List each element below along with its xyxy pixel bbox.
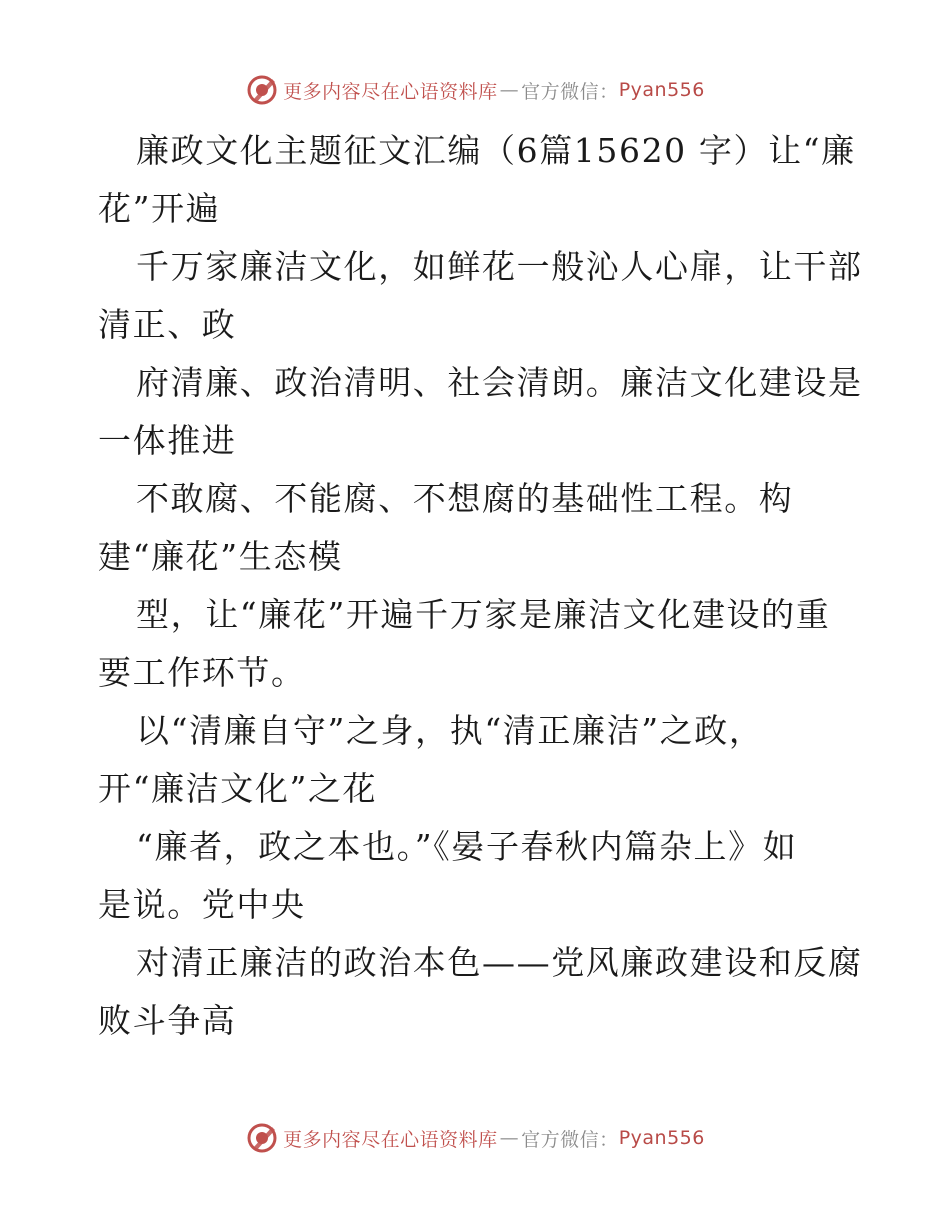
paragraph-line: 对清正廉洁的政治本色——党风廉政建设和反腐 bbox=[136, 943, 863, 982]
banner-account: Pyan556 bbox=[618, 1127, 705, 1149]
paragraph-line: 千万家廉洁文化，如鲜花一般沁人心扉，让干部 bbox=[136, 247, 863, 286]
footer-banner bbox=[0, 1118, 950, 1158]
banner-separator: — bbox=[499, 1127, 520, 1149]
paragraph bbox=[98, 818, 858, 934]
paragraph bbox=[98, 702, 858, 818]
banner-wechat-label: 官方微信： bbox=[521, 1128, 619, 1151]
paragraph-line: 清正、政 bbox=[98, 305, 237, 344]
banner-wechat-label: 官方微信： bbox=[521, 80, 619, 103]
paragraph-line: 不敢腐、不能腐、不想腐的基础性工程。构 bbox=[136, 479, 794, 518]
paragraph bbox=[98, 238, 863, 354]
header-banner bbox=[0, 70, 950, 110]
document-body bbox=[98, 122, 863, 1050]
paragraph bbox=[98, 934, 863, 1050]
paragraph-line: 是说。党中央 bbox=[98, 885, 306, 924]
paragraph bbox=[98, 586, 858, 702]
paragraph bbox=[98, 122, 858, 238]
paragraph bbox=[98, 470, 858, 586]
banner-separator: — bbox=[499, 79, 520, 101]
paragraph-line: 开“廉洁文化”之花 bbox=[98, 769, 378, 808]
paragraph-line: 败斗争高 bbox=[98, 1001, 237, 1040]
paragraph-line: 廉政文化主题征文汇编（6篇15620 字）让“廉 bbox=[136, 131, 856, 170]
paragraph-line: 府清廉、政治清明、社会清朗。廉洁文化建设是 bbox=[136, 363, 863, 402]
brush-pen-logo-icon bbox=[245, 1121, 279, 1155]
paragraph-line: 型，让“廉花”开遍千万家是廉洁文化建设的重 bbox=[136, 595, 831, 634]
paragraph-line: “廉者，政之本也。”《晏子春秋内篇杂上》如 bbox=[136, 827, 798, 866]
brush-pen-logo-icon bbox=[245, 73, 279, 107]
banner-site-text: 更多内容尽在心语资料库 bbox=[283, 1128, 498, 1151]
paragraph-line: 建“廉花”生态模 bbox=[98, 537, 343, 576]
banner-account: Pyan556 bbox=[618, 79, 705, 101]
paragraph-line: 要工作环节。 bbox=[98, 653, 306, 692]
banner-site-text: 更多内容尽在心语资料库 bbox=[283, 80, 498, 103]
paragraph bbox=[98, 354, 863, 470]
paragraph-line: 以“清廉自守”之身，执“清正廉洁”之政， bbox=[136, 711, 764, 750]
paragraph-line: 花”开遍 bbox=[98, 189, 221, 228]
paragraph-line: 一体推进 bbox=[98, 421, 237, 460]
